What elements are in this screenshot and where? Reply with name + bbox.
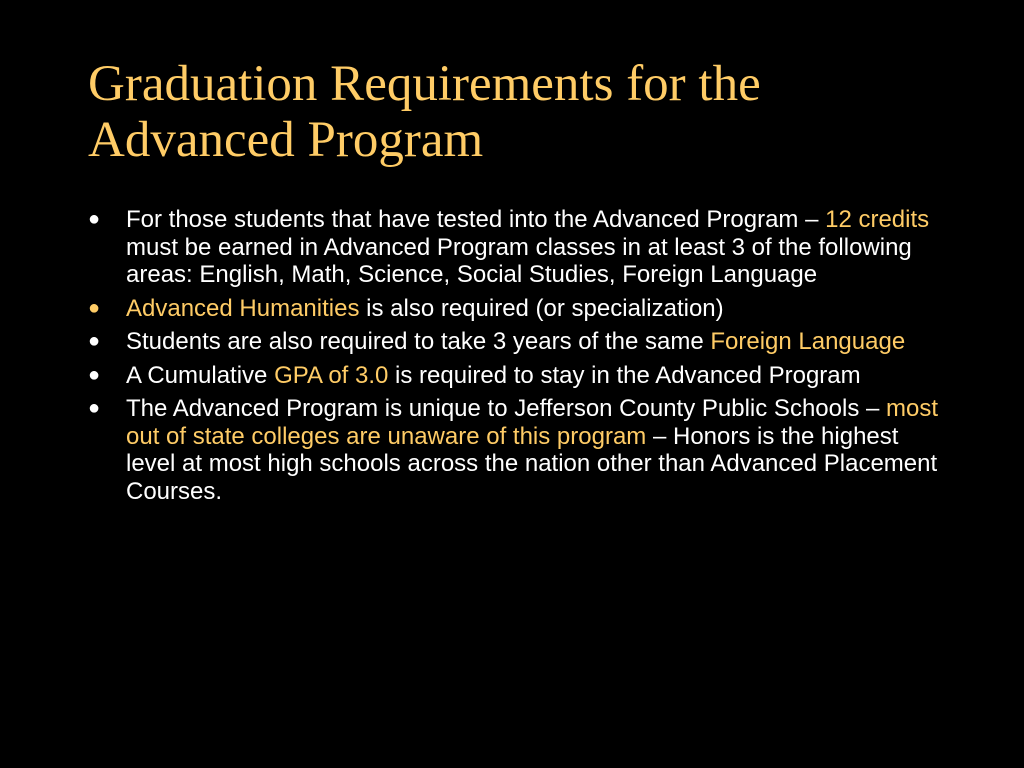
slide-title	[88, 56, 988, 168]
bullet-text: Students are also required to take 3 years of the same	[126, 328, 711, 355]
bullet-dot-icon: ●	[88, 397, 101, 419]
slide-title-line-1: Graduation Requirements for the	[88, 56, 761, 112]
bullet-text: The Advanced Program is unique to Jefferson County Public Schools –	[126, 395, 886, 422]
bullet-dot-icon: ●	[88, 330, 101, 352]
bullet-dot-icon: ●	[88, 296, 101, 319]
bullet-text: is required to stay in the Advanced Program	[388, 361, 861, 389]
bullet-item-foreign-language	[88, 328, 938, 356]
highlight-text: Foreign Language	[710, 328, 906, 355]
bullet-text: is also required (or specialization)	[359, 294, 724, 322]
highlight-text: Advanced Humanities	[126, 294, 360, 322]
bullet-item-gpa	[88, 362, 938, 390]
bullet-text: A Cumulative	[126, 361, 275, 389]
bullet-dot-icon: ●	[88, 208, 101, 230]
bullet-text: – Honors is the highest level at most high schools across the nation other than Advanced Placement Courses.	[126, 422, 938, 505]
bullet-item-humanities	[88, 295, 938, 323]
bullet-dot-icon: ●	[88, 363, 101, 386]
bullet-item-uniqueness	[88, 395, 938, 505]
highlight-text: GPA of 3.0	[274, 361, 389, 389]
highlight-text: 12 credits	[825, 206, 930, 233]
bullet-item-credits	[88, 206, 938, 289]
slide-title-line-2: Advanced Program	[88, 112, 484, 168]
bullet-text: must be earned in Advanced Program classes in at least 3 of the following areas: English, Math, Science, Social Studies, Foreign Language	[126, 233, 912, 288]
bullet-text: For those students that have tested into the Advanced Program –	[126, 206, 826, 233]
highlight-text: most out of state colleges are unaware of this program	[126, 395, 939, 450]
bullet-list	[88, 206, 938, 511]
